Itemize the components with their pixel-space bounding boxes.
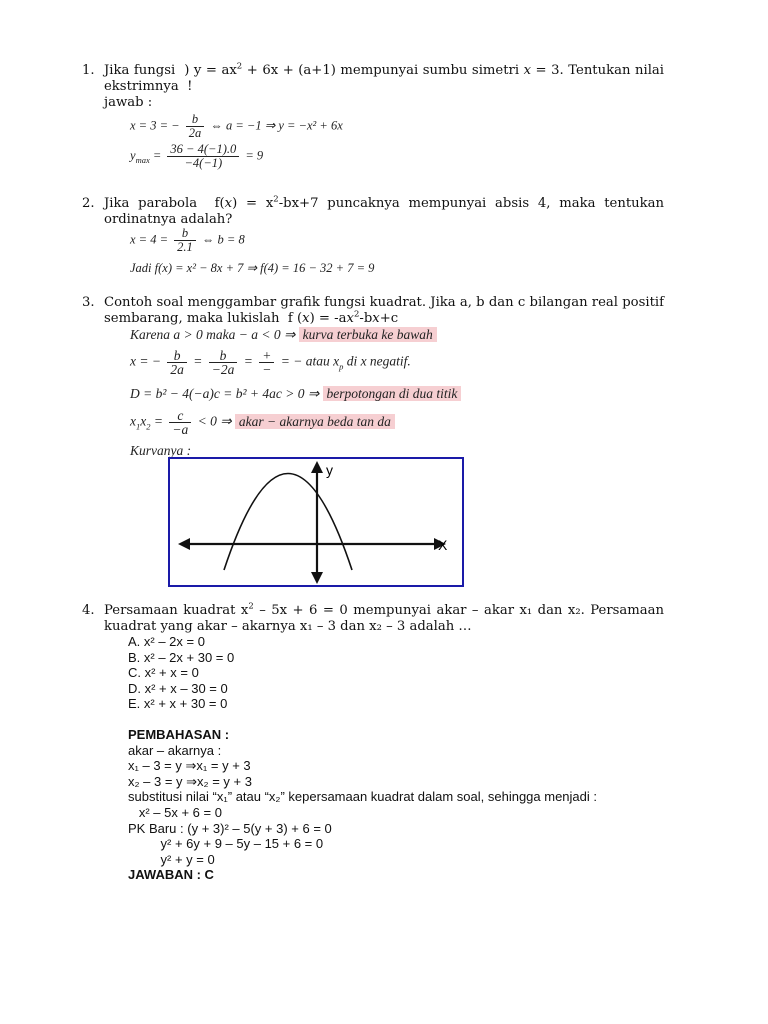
q2-solution-step-1: x = 4 = $\frac{b}{2.1}$ ⇔ b = 8 xyxy=(130,226,245,254)
curve-label: Kurvanya : xyxy=(130,443,192,458)
q1-solution-step-2: $y_{max}$ = $\frac{36 - 4(-1).0}{-4(-1)}$ = 9 xyxy=(130,142,264,170)
question-text: Jika parabola $f(x) = x^2-bx+7$ puncaknya mempunyai absis 4, maka tentukan ordinatnya adalah? xyxy=(104,194,664,227)
discussion-line: PK Baru : (y + 3)² – 5(y + 3) + 6 = 0 xyxy=(128,820,332,836)
question-text: Contoh soal menggambar grafik fungsi kuadrat. Jika a, b dan c bilangan real positif sembarang, maka lukislah f $(x) = -ax^2-bx+c$ xyxy=(104,295,664,326)
q3-line-1: Karena a > 0 maka − a < 0 ⇒ kurva terbuka ke bawah xyxy=(130,327,437,343)
q3-line-2: x = − $\frac{b}{2a}$ = $\frac{b}{-2a}$ = $\frac{+}{-}$ = − atau $x_p$ di x negatif. xyxy=(130,348,411,377)
y-axis-label: y xyxy=(326,462,333,478)
question-4 xyxy=(82,601,664,635)
discussion-line: x₂ – 3 = y ⇒x₂ = y + 3 xyxy=(128,773,252,789)
fraction: $\frac{c}{-a}$ xyxy=(169,409,191,436)
fraction: $\frac{b}{2a}$ xyxy=(167,349,187,376)
question-number: 4. xyxy=(82,603,95,618)
question-3 xyxy=(82,295,664,327)
option-a: A. x² – 2x = 0 xyxy=(128,634,205,649)
question-number: 3. xyxy=(82,295,95,310)
question-text: Jika fungsi ) $y = ax^2 + 6x + (a+1)$ mempunyai sumbu simetri x = 3. Tentukan nilai ekstrimnya ! xyxy=(104,61,664,94)
discussion-line: y² + y = 0 xyxy=(128,851,215,867)
q2-solution-step-2: Jadi f(x) = x² − 8x + 7 ⇒ f(4) = 16 − 32 + 7 = 9 xyxy=(130,261,375,275)
discussion-line: substitusi nilai “x₁” atau “x₂” kepersamaan kuadrat dalam soal, sehingga menjadi : xyxy=(128,789,597,805)
fraction: $\frac{36 - 4(-1).0}{-4(-1)}$ xyxy=(167,143,239,170)
highlight-different-signs: akar − akarnya beda tan da xyxy=(235,414,395,429)
question-number: 1. xyxy=(82,63,95,78)
discussion-line: x² – 5x + 6 = 0 xyxy=(128,805,222,820)
discussion-line: x₁ – 3 = y ⇒x₁ = y + 3 xyxy=(128,758,251,774)
highlight-two-intersections: berpotongan di dua titik xyxy=(323,386,462,401)
discussion-line: akar – akarnya : xyxy=(128,742,222,758)
discussion-title: PEMBAHASAN : xyxy=(128,727,230,742)
final-answer: JAWABAN : C xyxy=(128,867,214,883)
fraction: $\frac{b}{2.1}$ xyxy=(174,227,196,254)
answer-label: jawab : xyxy=(104,95,153,110)
x-axis-label: X xyxy=(438,537,448,553)
question-number: 2. xyxy=(82,196,95,211)
q3-line-4: $x_1x_2$ = $\frac{c}{-a}$ < 0 ⇒ akar − akarnya beda tan da xyxy=(130,409,395,436)
option-b: B. x² – 2x + 30 = 0 xyxy=(128,649,235,665)
discussion-line: y² + 6y + 9 – 5y – 15 + 6 = 0 xyxy=(128,836,324,852)
option-e: E. x² + x + 30 = 0 xyxy=(128,696,228,712)
fraction: $\frac{b}{2a}$ xyxy=(186,113,205,140)
question-1 xyxy=(82,61,664,111)
q3-line-3: D = b² − 4(−a)c = b² + 4ac > 0 ⇒ berpotongan di dua titik xyxy=(130,386,461,402)
highlight-concave-down: kurva terbuka ke bawah xyxy=(299,327,437,342)
parabola-graph xyxy=(168,457,464,587)
q1-solution-step-1: x = 3 = − $\frac{b}{2a}$ ⇔ a = −1 ⇒ y = −x² + 6x xyxy=(130,112,343,140)
question-text: Persamaan kuadrat $x^2 - 5x + 6 = 0$ mempunyai akar – akar x₁ dan x₂. Persamaan kuadrat yang akar – akarnya x₁ – 3 dan x₂ – 3 adalah … xyxy=(104,601,664,634)
fraction: $\frac{b}{-2a}$ xyxy=(209,349,238,376)
option-d: D. x² + x – 30 = 0 xyxy=(128,680,228,696)
fraction: $\frac{+}{-}$ xyxy=(259,349,274,376)
question-2 xyxy=(82,194,664,228)
option-c: C. x² + x = 0 xyxy=(128,665,199,681)
